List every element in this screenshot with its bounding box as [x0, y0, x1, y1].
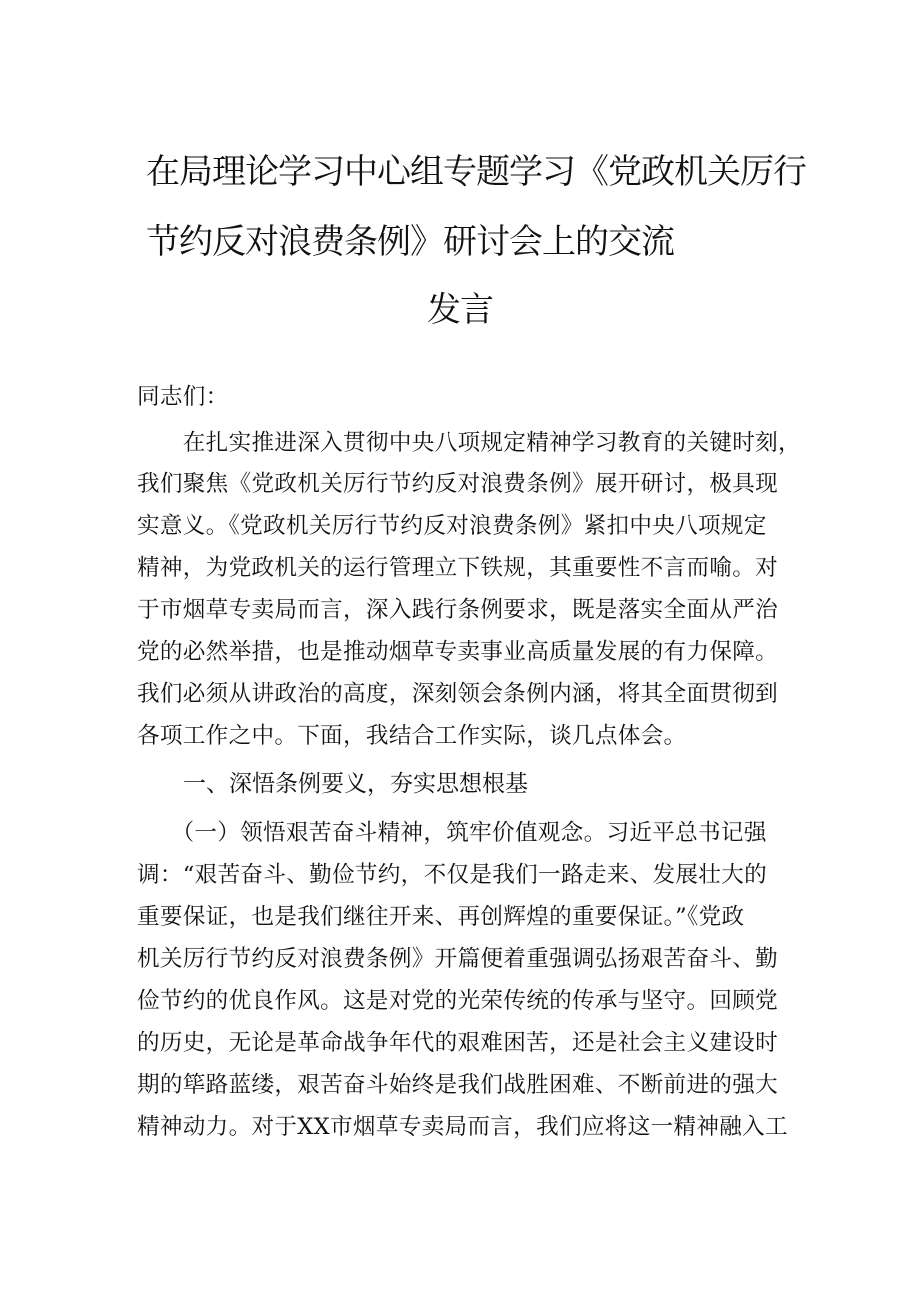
section-1-paragraph-line: 调：“艰苦奋斗、勤俭节约，不仅是我们一路走来、发展壮大的: [137, 862, 767, 888]
intro-paragraph-line: 于市烟草专卖局而言，深入践行条例要求，既是落实全面从严治: [137, 597, 779, 623]
intro-paragraph-line: 精神，为党政机关的运行管理立下铁规，其重要性不言而喻。对: [137, 555, 779, 581]
section-1-heading: 一、深悟条例要义，夯实思想根基: [183, 771, 528, 797]
section-1-paragraph-line: 期的筚路蓝缕，艰苦奋斗始终是我们战胜困难、不断前进的强大: [137, 1072, 779, 1098]
intro-paragraph-line: 我们聚焦《党政机关厉行节约反对浪费条例》展开研讨，极具现: [137, 471, 779, 497]
document-title-line-3: 发言: [427, 290, 493, 330]
section-1-paragraph-line: 精神动力。对于XX市烟草专卖局而言，我们应将这一精神融入工: [137, 1114, 788, 1140]
salutation: 同志们：: [137, 384, 229, 410]
section-1-paragraph-line: 机关厉行节约反对浪费条例》开篇便着重强调弘扬艰苦奋斗、勤: [137, 946, 779, 972]
intro-paragraph-line: 我们必须从讲政治的高度，深刻领会条例内涵，将其全面贯彻到: [137, 681, 779, 707]
section-1-paragraph-line: 俭节约的优良作风。这是对党的光荣传统的传承与坚守。回顾党: [137, 988, 779, 1014]
section-1-paragraph-line: （一）领悟艰苦奋斗精神，筑牢价值观念。习近平总书记强: [137, 820, 767, 846]
document-title-line-1: 在局理论学习中心组专题学习《党政机关厉行: [146, 152, 806, 192]
document-title-line-2: 节约反对浪费条例》研讨会上的交流: [146, 222, 674, 262]
intro-paragraph-line: 在扎实推进深入贯彻中央八项规定精神学习教育的关键时刻，: [137, 430, 801, 456]
intro-paragraph-line: 党的必然举措，也是推动烟草专卖事业高质量发展的有力保障。: [137, 639, 779, 665]
intro-paragraph-line: 各项工作之中。下面，我结合工作实际，谈几点体会。: [137, 723, 687, 749]
section-1-paragraph-line: 重要保证，也是我们继往开来、再创辉煌的重要保证。”《党政: [137, 904, 745, 930]
section-1-paragraph-line: 的历史，无论是革命战争年代的艰难困苦，还是社会主义建设时: [137, 1030, 779, 1056]
intro-paragraph-line: 实意义。《党政机关厉行节约反对浪费条例》紧扣中央八项规定: [137, 513, 767, 539]
